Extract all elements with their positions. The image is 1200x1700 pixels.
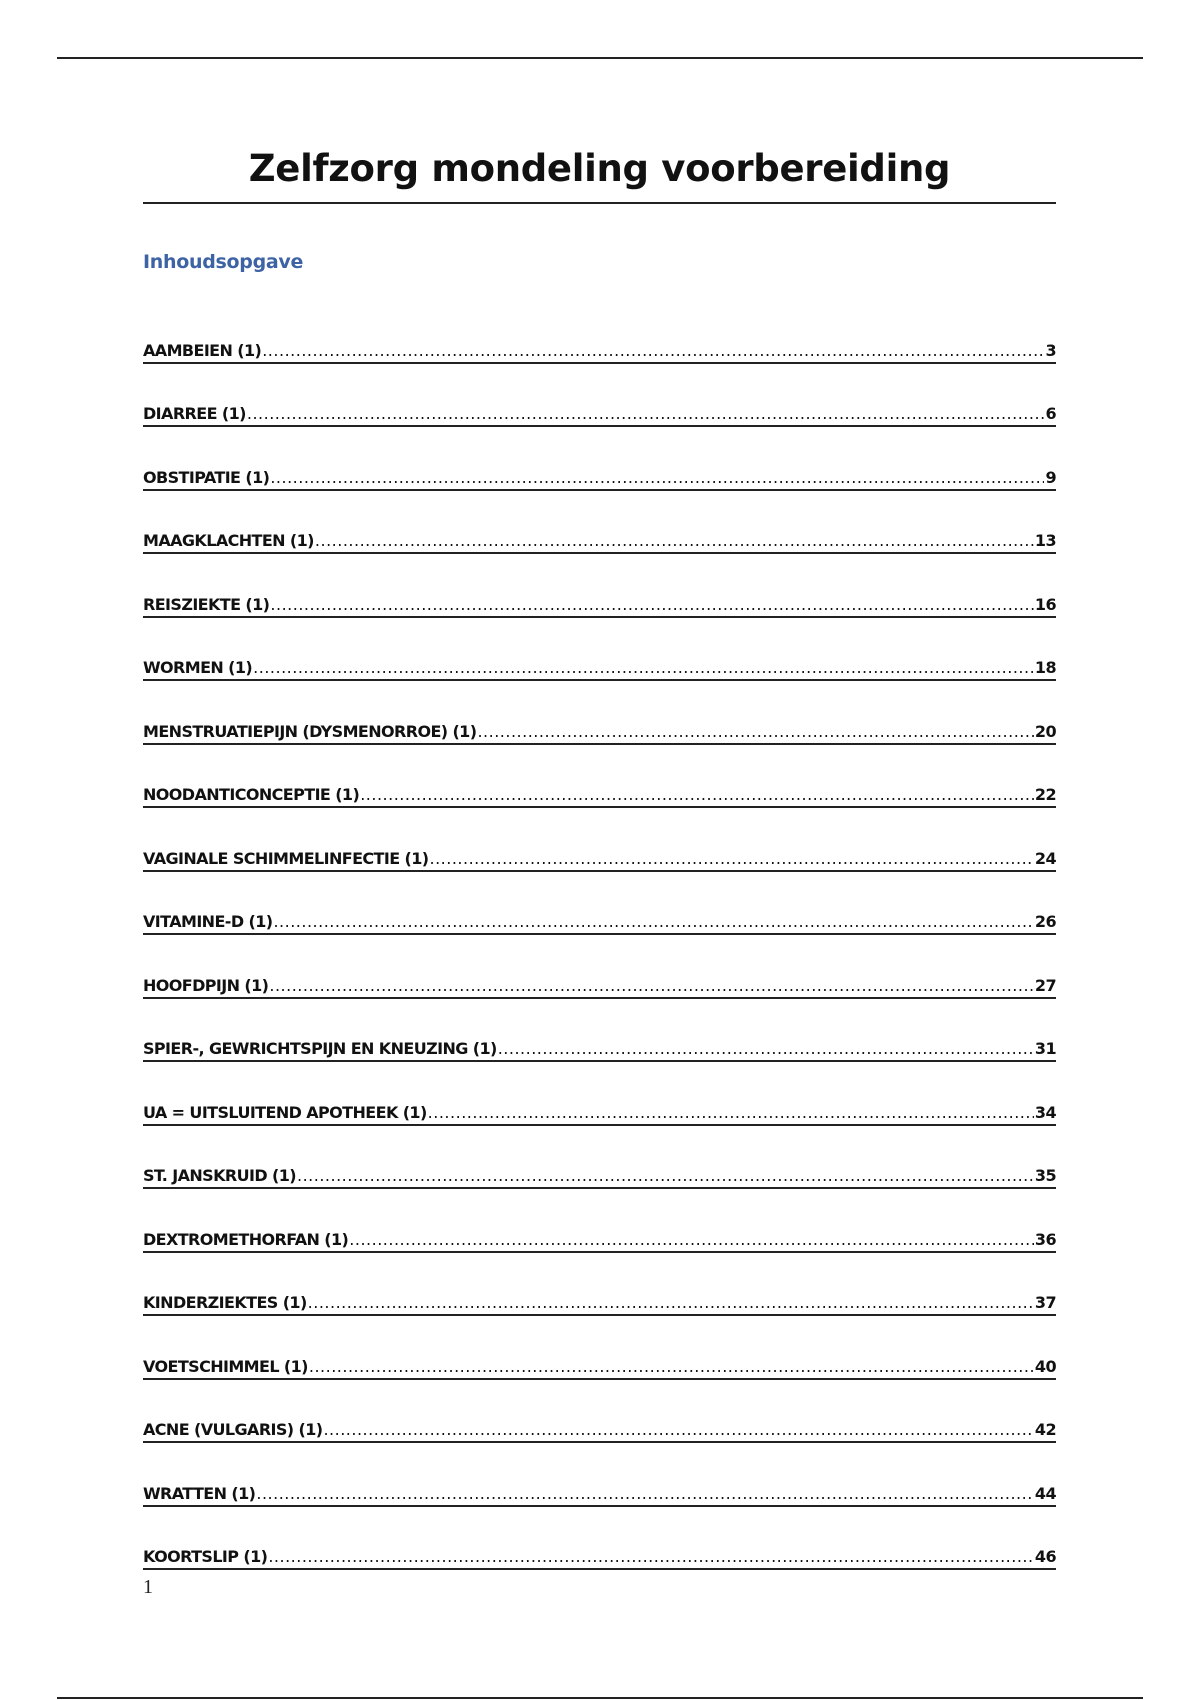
table-of-contents [143,300,1056,1570]
toc-entry[interactable] [143,872,1056,936]
page-top-rule [57,57,1143,59]
toc-entry-row [143,912,1056,935]
toc-entry-label: MAAGKLACHTEN (1) [143,531,314,550]
toc-entry[interactable] [143,364,1056,428]
document-title: Zelfzorg mondeling voorbereiding [143,140,1056,204]
toc-entry[interactable] [143,1062,1056,1126]
toc-entry-label: HOOFDPIJN (1) [143,975,269,995]
toc-dot-leader [256,1484,1034,1504]
toc-entry[interactable] [143,1443,1056,1507]
toc-entry[interactable] [143,808,1056,872]
toc-entry[interactable] [143,1126,1056,1190]
toc-entry-row [143,1230,1056,1253]
toc-entry-label: VOETSCHIMMEL (1) [143,1356,308,1376]
toc-entry-row [143,595,1056,618]
toc-entry-row [143,785,1056,808]
toc-entry-page-number: 3 [1045,340,1056,360]
toc-dot-leader [349,1230,1034,1250]
toc-entry[interactable] [143,745,1056,809]
toc-entry-row [143,722,1056,745]
toc-entry-page-number: 40 [1034,1356,1056,1376]
toc-entry-row [143,1484,1056,1507]
toc-entry-row [143,404,1056,427]
toc-entry-row [143,1547,1056,1570]
toc-entry[interactable] [143,1316,1056,1380]
toc-entry-page-number: 37 [1034,1293,1056,1312]
toc-dot-leader [498,1039,1034,1059]
document-page-content [143,140,1056,1570]
toc-entry[interactable] [143,427,1056,491]
toc-entry-row [143,531,1056,554]
toc-dot-leader [262,341,1044,361]
toc-entry-row [143,1293,1056,1316]
toc-entry-page-number: 20 [1034,721,1056,741]
toc-entry-page-number: 42 [1034,1420,1056,1439]
toc-entry[interactable] [143,999,1056,1063]
toc-entry-label: SPIER-, GEWRICHTSPIJN EN KNEUZING (1) [143,1039,497,1058]
toc-entry-row [143,849,1056,872]
toc-entry-page-number: 18 [1034,658,1056,677]
toc-entry-page-number: 24 [1034,848,1056,868]
toc-entry-page-number: 6 [1045,404,1056,423]
toc-entry-page-number: 9 [1045,467,1056,487]
toc-entry-label: NOODANTICONCEPTIE (1) [143,785,360,804]
toc-entry-page-number: 46 [1034,1547,1056,1566]
toc-dot-leader [297,1166,1034,1186]
toc-entry-page-number: 36 [1034,1229,1056,1249]
toc-dot-leader [247,404,1045,424]
toc-entry[interactable] [143,1507,1056,1571]
toc-dot-leader [429,849,1033,869]
toc-entry-page-number: 35 [1034,1166,1056,1185]
toc-entry-row [143,658,1056,681]
toc-entry-row [143,1357,1056,1380]
toc-entry-label: VITAMINE-D (1) [143,912,273,931]
toc-entry-row [143,1103,1056,1126]
toc-dot-leader [270,595,1034,615]
toc-entry-row [143,976,1056,999]
toc-entry-page-number: 13 [1034,531,1056,550]
toc-entry-page-number: 31 [1034,1039,1056,1058]
toc-entry-label: ST. JANSKRUID (1) [143,1166,296,1185]
toc-dot-leader [269,976,1034,996]
toc-dot-leader [253,658,1034,678]
toc-entry-page-number: 44 [1034,1483,1056,1503]
toc-entry[interactable] [143,554,1056,618]
toc-entry-label: OBSTIPATIE (1) [143,467,270,487]
toc-dot-leader [315,531,1034,551]
toc-entry-label: AAMBEIEN (1) [143,340,262,360]
toc-entry-label: DIARREE (1) [143,404,246,423]
toc-dot-leader [360,785,1034,805]
toc-entry-label: REISZIEKTE (1) [143,594,270,614]
toc-entry[interactable] [143,618,1056,682]
toc-heading: Inhoudsopgave [143,251,304,273]
toc-entry[interactable] [143,1380,1056,1444]
toc-entry-label: UA = UITSLUITEND APOTHEEK (1) [143,1102,427,1122]
toc-entry[interactable] [143,1189,1056,1253]
toc-entry-page-number: 16 [1034,594,1056,614]
toc-dot-leader [477,722,1033,742]
toc-entry-page-number: 27 [1034,975,1056,995]
toc-entry-row [143,341,1056,364]
toc-dot-leader [270,468,1044,488]
toc-entry-page-number: 26 [1034,912,1056,931]
toc-dot-leader [323,1420,1033,1440]
page-number: 1 [143,1576,153,1598]
toc-entry[interactable] [143,935,1056,999]
toc-entry-page-number: 34 [1034,1102,1056,1122]
toc-entry-label: DEXTROMETHORFAN (1) [143,1229,349,1249]
toc-dot-leader [308,1293,1034,1313]
toc-entry[interactable] [143,1253,1056,1317]
toc-dot-leader [428,1103,1034,1123]
toc-entry[interactable] [143,681,1056,745]
toc-entry-label: VAGINALE SCHIMMELINFECTIE (1) [143,848,429,868]
page-bottom-rule [57,1697,1143,1699]
toc-entry[interactable] [143,300,1056,364]
toc-dot-leader [268,1547,1034,1567]
toc-entry[interactable] [143,491,1056,555]
toc-entry-label: WORMEN (1) [143,658,253,677]
toc-entry-label: ACNE (VULGARIS) (1) [143,1420,323,1439]
toc-dot-leader [309,1357,1034,1377]
toc-entry-row [143,1166,1056,1189]
toc-dot-leader [273,912,1033,932]
toc-entry-row [143,1420,1056,1443]
toc-entry-row [143,1039,1056,1062]
toc-entry-page-number: 22 [1034,785,1056,804]
toc-entry-label: KINDERZIEKTES (1) [143,1293,307,1312]
toc-entry-row [143,468,1056,491]
toc-entry-label: MENSTRUATIEPIJN (DYSMENORROE) (1) [143,721,477,741]
toc-entry-label: WRATTEN (1) [143,1483,256,1503]
toc-entry-label: KOORTSLIP (1) [143,1547,268,1566]
